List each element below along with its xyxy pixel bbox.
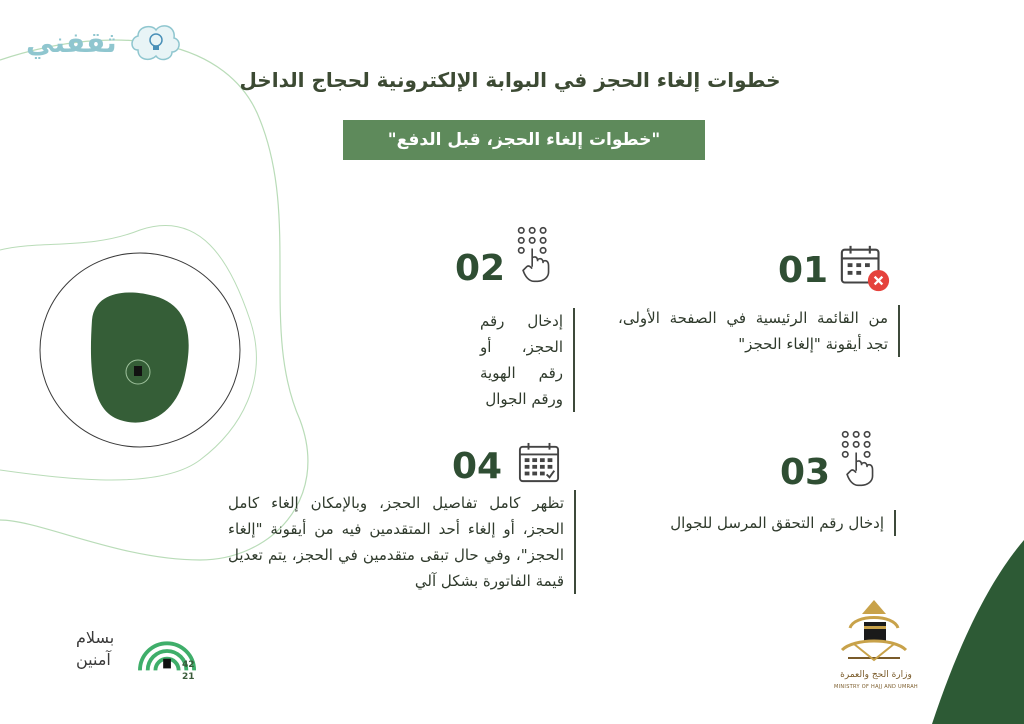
site-logo bbox=[22, 22, 192, 72]
ministry-name-en: MINISTRY OF HAJJ AND UMRAH bbox=[834, 684, 918, 690]
step-number-04: 04 bbox=[452, 446, 503, 487]
step-number-01: 01 bbox=[778, 250, 829, 291]
keypad-touch-icon bbox=[838, 424, 878, 492]
salam-num-top: 42 bbox=[182, 660, 195, 670]
calendar-cancel-icon bbox=[838, 242, 892, 296]
salam-logo bbox=[70, 622, 220, 692]
step-text-02: إدخال رقم الحجز، أو رقم الهوية ورقم الجوال bbox=[480, 308, 575, 412]
step-text-01: من القائمة الرئيسية في الصفحة الأولى، تجد أيقونة "إلغاء الحجز" bbox=[618, 305, 900, 357]
salam-num-bottom: 21 bbox=[182, 672, 195, 682]
step-text-04: تظهر كامل تفاصيل الحجز، وبالإمكان إلغاء كامل الحجز، أو إلغاء أحد المتقدمين فيه من أيقونة "إلغاء الحجز"، وفي حال تبقى متقدمين في الحجز، يتم تعديل قيمة الفاتورة بشكل آلي bbox=[228, 490, 576, 594]
page-title: خطوات إلغاء الحجز في البوابة الإلكترونية لحجاج الداخل bbox=[239, 68, 781, 92]
step-number-02: 02 bbox=[455, 248, 506, 289]
salam-line2: آمنين bbox=[76, 650, 111, 669]
ministry-logo bbox=[834, 598, 914, 668]
section-banner: "خطوات إلغاء الحجز، قبل الدفع" bbox=[343, 120, 705, 160]
keypad-touch-icon bbox=[514, 224, 554, 284]
lightbulb-icon bbox=[130, 20, 182, 64]
salam-line1: بسلام bbox=[76, 628, 115, 647]
logo-text: ثقفني bbox=[26, 26, 117, 59]
step-number-03: 03 bbox=[780, 452, 831, 493]
ministry-name-ar: وزارة الحج والعمرة bbox=[840, 670, 912, 680]
calendar-grid-icon bbox=[518, 442, 560, 484]
step-text-03: إدخال رقم التحقق المرسل للجوال bbox=[650, 510, 896, 536]
